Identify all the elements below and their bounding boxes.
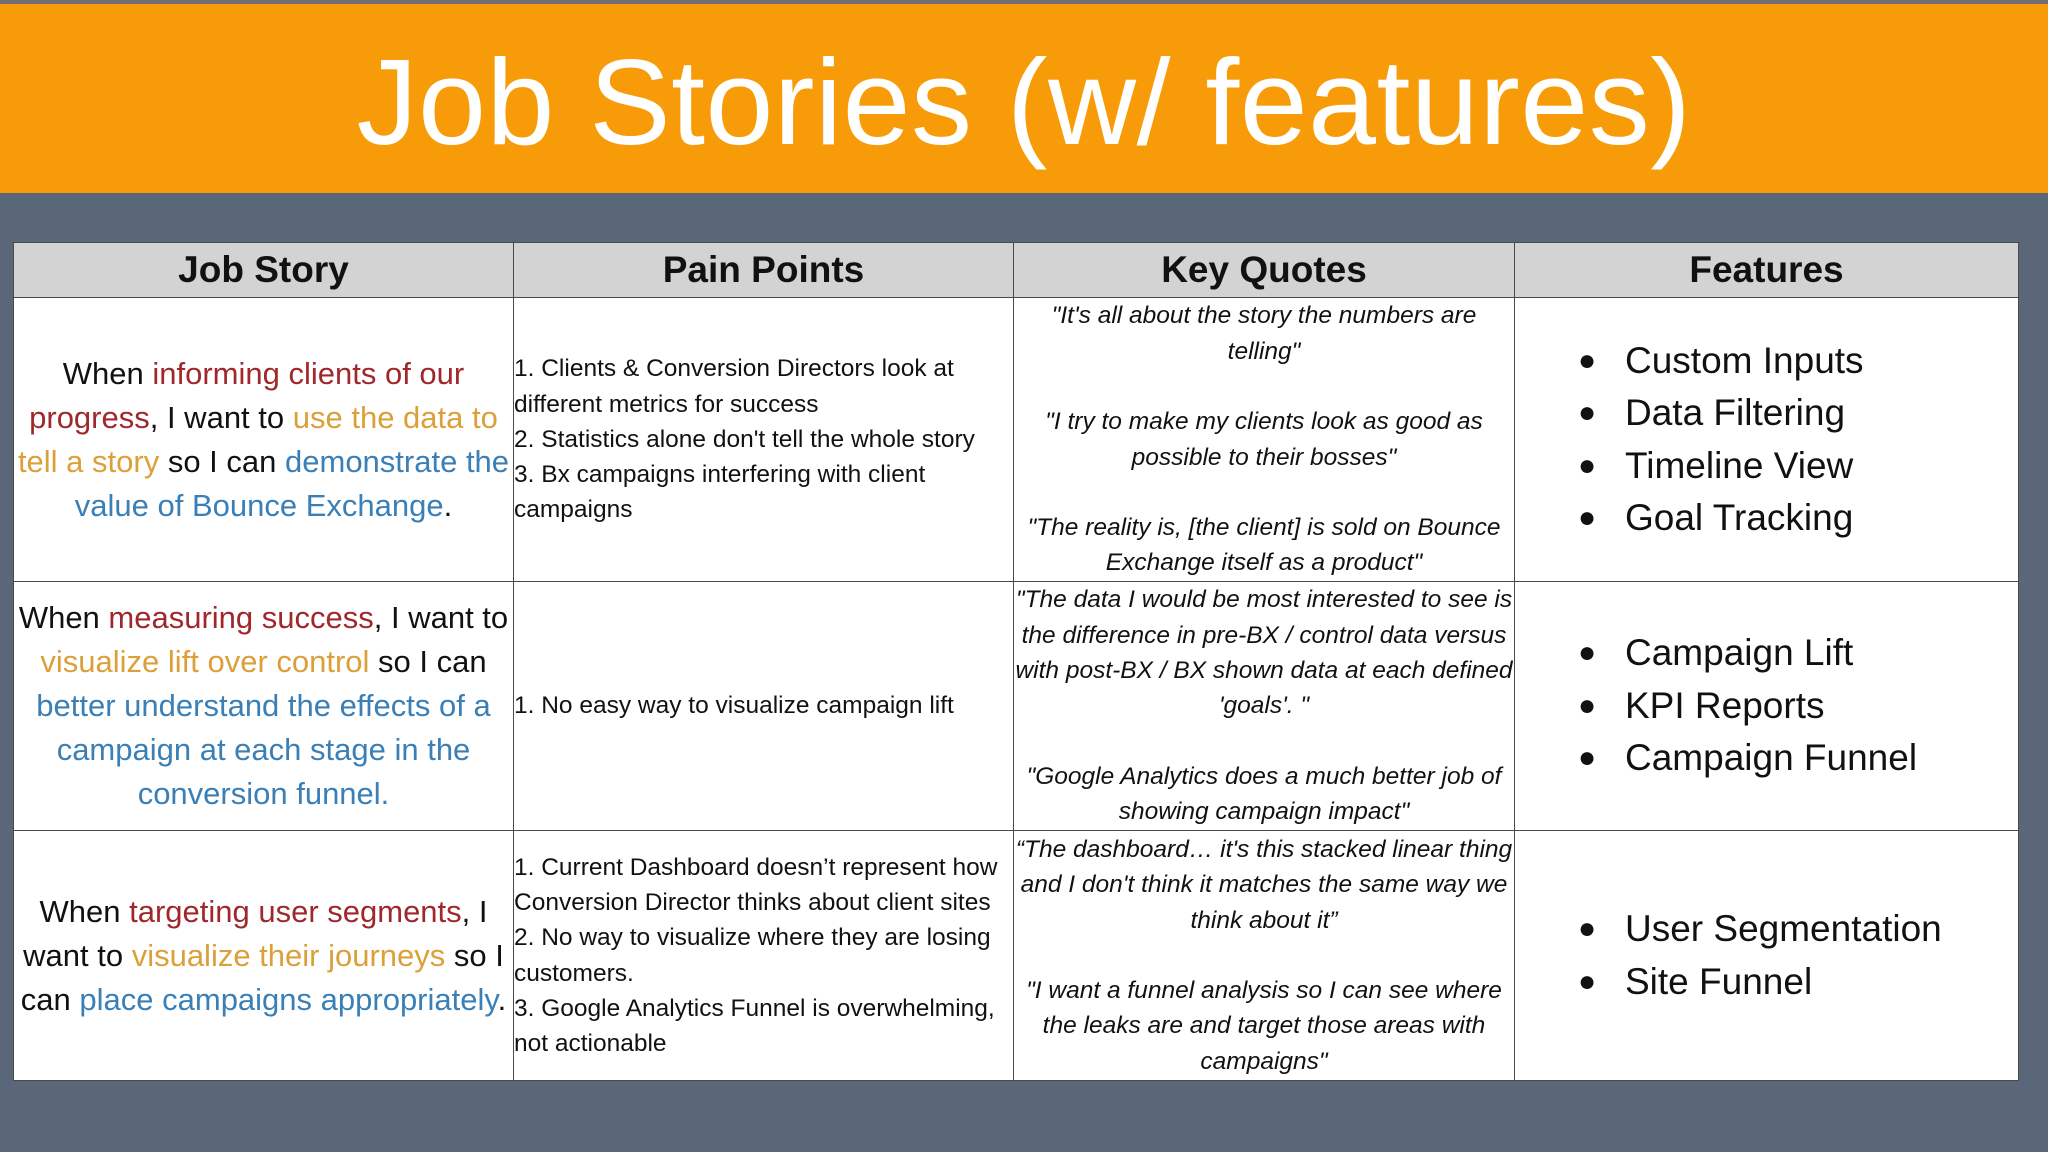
header-pain-points: Pain Points <box>514 243 1014 298</box>
feature-label: User Segmentation <box>1625 908 1942 949</box>
job-stories-table <box>13 242 2019 1081</box>
feature-item <box>1570 956 2018 1009</box>
job-story-cell <box>14 831 514 1081</box>
pain-point: 2. No way to visualize where they are losing customers. <box>514 924 991 987</box>
feature-item <box>1570 387 2018 440</box>
job-text: so I can <box>20 937 504 1017</box>
pain-point: 3. Google Analytics Funnel is overwhelming, not actionable <box>514 994 995 1058</box>
feature-label: Goal Tracking <box>1625 497 1854 538</box>
job-story-cell <box>14 298 514 582</box>
job-text: When <box>62 355 153 391</box>
bullet-icon: ● <box>1578 688 1597 722</box>
bullet-icon: ● <box>1578 912 1597 945</box>
job-text: , I want to <box>149 399 293 435</box>
feature-item <box>1570 627 2018 680</box>
key-quote: "Google Analytics does a much better job of showing campaign impact" <box>1026 762 1502 826</box>
slide-title: Job Stories (w/ features) <box>356 34 1692 170</box>
job-trigger: informing clients of our progress <box>29 355 465 435</box>
job-text: , I want to <box>373 600 509 635</box>
pain-point: 2. Statistics alone don't tell the whole story <box>514 425 975 453</box>
job-story-cell <box>14 582 514 831</box>
bullet-icon: ● <box>1578 741 1597 775</box>
header-job-story: Job Story <box>14 243 514 298</box>
bullet-icon: ● <box>1578 448 1597 482</box>
header-features: Features <box>1515 243 2019 298</box>
feature-label: Custom Inputs <box>1625 339 1864 381</box>
feature-item <box>1570 492 2018 545</box>
feature-label: Data Filtering <box>1625 392 1846 433</box>
features-cell <box>1515 582 2019 831</box>
job-trigger: targeting user segments <box>129 893 462 929</box>
feature-label: Campaign Lift <box>1625 632 1854 674</box>
job-text: . <box>497 981 507 1017</box>
feature-label: Site Funnel <box>1625 960 1813 1002</box>
job-trigger: measuring success <box>108 600 374 635</box>
pain-points-cell <box>514 831 1014 1081</box>
pain-points-cell <box>514 298 1014 582</box>
job-text: , I want to <box>23 893 488 973</box>
job-outcome: place campaigns appropriately <box>79 981 498 1017</box>
features-cell <box>1515 298 2019 582</box>
table-row <box>14 831 2019 1081</box>
job-action: visualize lift over control <box>40 644 370 679</box>
feature-item <box>1570 335 2018 388</box>
job-text: so I can <box>159 443 286 479</box>
bullet-icon: ● <box>1578 396 1597 429</box>
key-quote: "I try to make my clients look as good as possible to their bosses" <box>1045 408 1483 471</box>
feature-item <box>1570 903 2018 956</box>
feature-label: Campaign Funnel <box>1625 737 1918 779</box>
job-text: . <box>443 487 453 523</box>
table-row <box>14 582 2019 831</box>
job-action: visualize their journeys <box>131 937 446 973</box>
bullet-icon: ● <box>1578 501 1597 534</box>
key-quote: “The dashboard… it's this stacked linear thing and I don't think it matches the same way we think about it” <box>1015 835 1513 934</box>
feature-label: KPI Reports <box>1625 684 1825 726</box>
bullet-icon: ● <box>1578 636 1597 670</box>
features-list <box>1515 335 2018 545</box>
pain-point: 1. No easy way to visualize campaign lift <box>514 692 954 720</box>
key-quotes-cell <box>1014 831 1515 1081</box>
title-bar <box>0 0 2048 193</box>
job-action: use the data to tell a story <box>17 399 498 479</box>
bullet-icon: ● <box>1578 964 1597 998</box>
header-key-quotes: Key Quotes <box>1014 243 1515 298</box>
feature-label: Timeline View <box>1625 444 1854 486</box>
header-row <box>14 243 2019 298</box>
job-outcome: demonstrate the value of Bounce Exchange <box>74 443 510 523</box>
features-list <box>1515 903 2018 1008</box>
job-text: When <box>18 600 109 635</box>
features-list <box>1515 627 2018 785</box>
feature-item <box>1570 732 2018 785</box>
feature-item <box>1570 680 2018 733</box>
key-quote: "It's all about the story the numbers are telling" <box>1051 302 1477 365</box>
key-quote: "I want a funnel analysis so I can see where the leaks are and target those areas with campaigns" <box>1026 977 1502 1075</box>
key-quotes-cell <box>1014 298 1515 582</box>
key-quotes-cell <box>1014 582 1515 831</box>
pain-points-cell <box>514 582 1014 831</box>
pain-point: 3. Bx campaigns interfering with client campaigns <box>514 461 926 524</box>
key-quote: "The reality is, [the client] is sold on Bounce Exchange itself as a product" <box>1027 514 1501 577</box>
key-quote: "The data I would be most interested to see is the difference in pre-BX / control data versus with post-BX / BX shown data at each defined 'goals'. " <box>1015 586 1513 720</box>
job-text: so I can <box>369 644 487 679</box>
job-outcome: better understand the effects of a campaign at each stage in the conversion funnel. <box>36 688 491 811</box>
pain-point: 1. Current Dashboard doesn’t represent how Conversion Director thinks about client sites <box>514 853 998 916</box>
job-text: When <box>39 893 130 929</box>
pain-point: 1. Clients & Conversion Directors look at different metrics for success <box>514 355 954 418</box>
table-row <box>14 298 2019 582</box>
bullet-icon: ● <box>1578 343 1597 377</box>
features-cell <box>1515 831 2019 1081</box>
feature-item <box>1570 440 2018 493</box>
